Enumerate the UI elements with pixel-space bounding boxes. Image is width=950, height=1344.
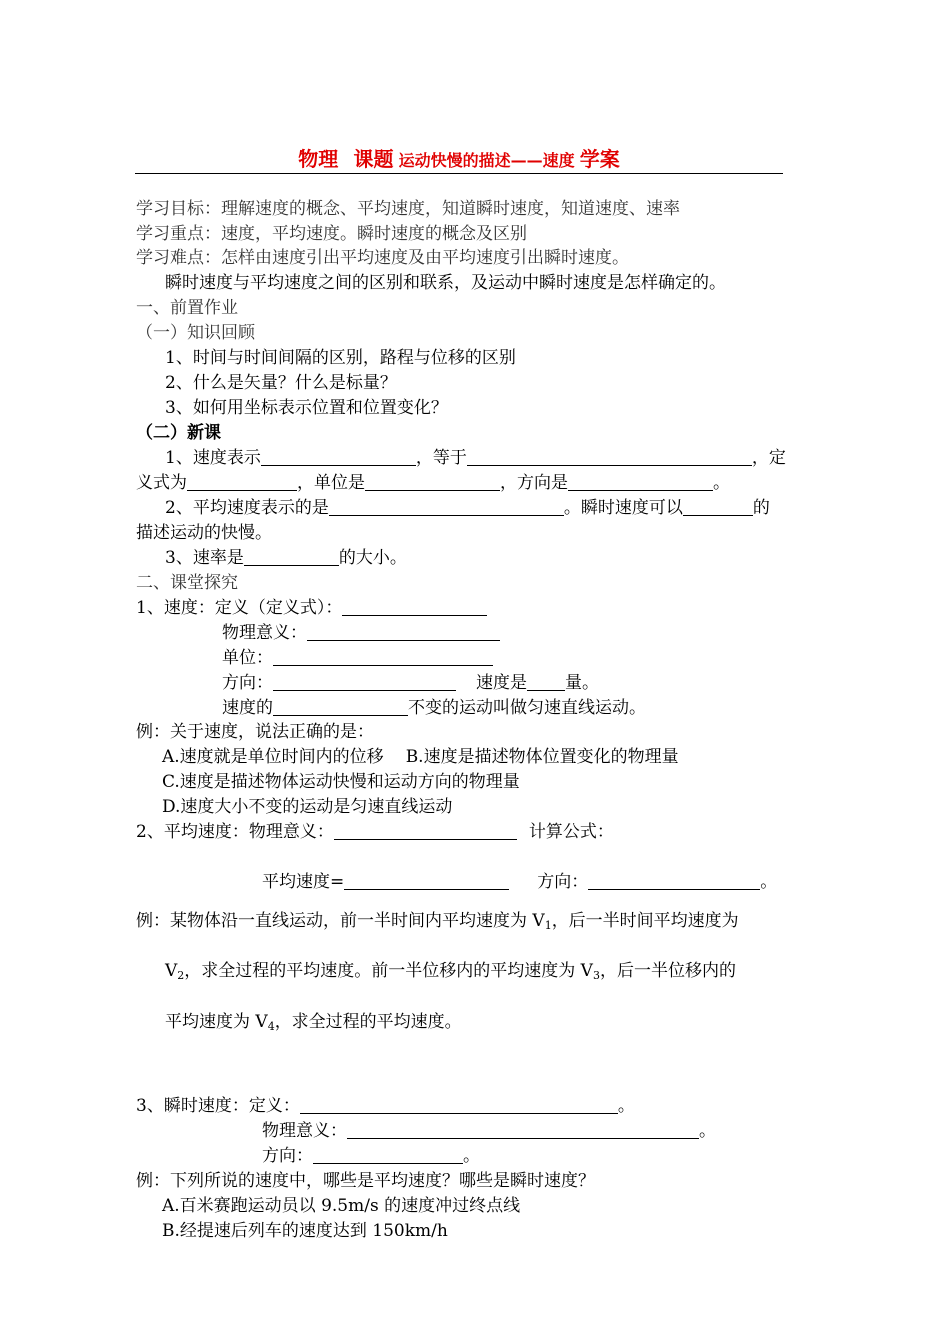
new-item-1-line-2: [136, 472, 730, 494]
example-3-option-b: B.经提速后列车的速度达到 150km/h: [162, 1221, 448, 1241]
blank-velocity-unit[interactable]: [273, 648, 493, 666]
average-direction-label: 方向：: [537, 872, 589, 892]
uniform-motion-row: [222, 697, 646, 719]
new-item-3-text-b: 的大小。: [338, 548, 407, 568]
formula-label: 计算公式：: [528, 822, 614, 842]
example-2-text-2c: ，后一半位移内的: [599, 961, 736, 981]
instant-velocity-row: [136, 1095, 635, 1117]
example-2-text-3b: ，求全过程的平均速度。: [274, 1012, 462, 1032]
instant-meaning-label: 物理意义：: [262, 1121, 347, 1141]
blank-velocity-physical-meaning[interactable]: [307, 623, 500, 641]
velocity-meaning-label: 物理意义：: [222, 623, 307, 643]
title-topic: 运动快慢的描述——速度: [398, 151, 575, 170]
section-1-heading: 一、前置作业: [136, 298, 238, 318]
velocity-definition-label: 1、速度：定义（定义式）：: [136, 598, 343, 618]
example-1-option-b: B.速度是描述物体位置变化的物理量: [405, 747, 679, 767]
uniform-motion-text-a: 速度的: [222, 698, 273, 718]
instant-velocity-label: 3、瞬时速度：定义：: [136, 1096, 300, 1116]
subscript-2: 2: [177, 969, 185, 982]
new-item-1-text-g: 。: [713, 473, 730, 493]
example-2-text-2b: ，求全过程的平均速度。前一半位移内的平均速度为 V: [184, 961, 593, 981]
blank-instant-definition[interactable]: [300, 1096, 618, 1114]
example-2-text-1b: ，后一半时间平均速度为: [551, 911, 739, 931]
new-item-1-text-c: ，定: [751, 448, 786, 468]
blank-velocity-direction[interactable]: [273, 673, 456, 691]
blank-average-formula[interactable]: [344, 872, 509, 890]
instant-direction-label: 方向：: [262, 1146, 313, 1166]
new-item-1-text-b: ，等于: [415, 448, 467, 468]
velocity-unit-label: 单位：: [222, 648, 273, 668]
velocity-direction-label: 方向：: [222, 673, 273, 693]
example-1-question: 例：关于速度，说法正确的是：: [136, 722, 374, 742]
instant-meaning-end: 。: [699, 1121, 716, 1141]
review-question-1: 1、时间与时间间隔的区别，路程与位移的区别: [165, 348, 516, 368]
new-item-3: [165, 547, 407, 569]
new-item-1-text-a: 1、速度表示: [165, 448, 261, 468]
blank-velocity-equals[interactable]: [467, 448, 752, 466]
new-item-2-line-2: 描述运动的快慢。: [136, 523, 272, 543]
example-1-options-ab: [162, 746, 679, 768]
subscript-3: 3: [592, 969, 600, 982]
blank-velocity-meaning[interactable]: [261, 448, 416, 466]
subscript-1: 1: [544, 919, 552, 932]
new-item-1-text-e: ，单位是: [297, 473, 365, 493]
learning-target: 学习目标：理解速度的概念、平均速度，知道瞬时速度，知道速度、速率: [136, 199, 680, 219]
average-velocity-row: [136, 821, 614, 843]
blank-instant-direction[interactable]: [313, 1146, 463, 1164]
new-item-2-text-b: 。瞬时速度可以: [563, 498, 683, 518]
example-2-line-1: [136, 910, 739, 937]
section-1-sub-review: （一）知识回顾: [136, 323, 255, 343]
average-velocity-formula-row: [262, 871, 777, 893]
review-question-2: 2、什么是矢量？什么是标量？: [165, 373, 397, 393]
example-3-question: 例：下列所说的速度中，哪些是平均速度？哪些是瞬时速度？: [136, 1171, 595, 1191]
example-2-text-1a: 例：某物体沿一直线运动，前一半时间内平均速度为 V: [136, 911, 545, 931]
blank-average-direction[interactable]: [588, 872, 760, 890]
example-1-option-c: C.速度是描述物体运动快慢和运动方向的物理量: [162, 772, 520, 792]
blank-vector-scalar[interactable]: [527, 673, 565, 691]
example-3-option-a: A.百米赛跑运动员以 9.5m/s 的速度冲过终点线: [162, 1196, 521, 1216]
average-row-end: 。: [760, 872, 778, 892]
blank-instant-meaning[interactable]: [347, 1121, 699, 1139]
blank-average-velocity[interactable]: [329, 498, 564, 516]
worksheet-title: [135, 143, 783, 174]
example-1-option-a: A.速度就是单位时间内的位移: [162, 747, 384, 767]
blank-instant-velocity[interactable]: [683, 498, 753, 516]
blank-direction[interactable]: [568, 473, 713, 491]
uniform-motion-text-b: 不变的运动叫做匀速直线运动。: [408, 698, 646, 718]
new-item-2-text-c: 的: [752, 498, 770, 518]
new-item-1-line-1: [165, 447, 786, 469]
new-item-3-text-a: 3、速率是: [165, 548, 244, 568]
instant-def-end: 。: [617, 1096, 635, 1116]
blank-unit[interactable]: [365, 473, 500, 491]
instant-direction-row: [262, 1145, 480, 1167]
instant-direction-end: 。: [463, 1146, 480, 1166]
learning-key-points: 学习重点：速度，平均速度。瞬时速度的概念及区别: [136, 224, 527, 244]
blank-definition-formula[interactable]: [187, 473, 297, 491]
velocity-qty-label: 量。: [565, 673, 599, 693]
new-item-1-text-d: 义式为: [136, 473, 187, 493]
blank-uniform-motion[interactable]: [273, 698, 408, 716]
new-item-2-line-1: [165, 497, 770, 519]
blank-velocity-definition[interactable]: [342, 598, 487, 616]
velocity-meaning-row: [222, 622, 500, 644]
example-2-text-3a: 平均速度为 V: [165, 1012, 268, 1032]
example-1-option-d: D.速度大小不变的运动是匀速直线运动: [162, 797, 453, 817]
title-topic-label: 课题: [353, 147, 394, 171]
learning-difficulty-cont: 瞬时速度与平均速度之间的区别和联系，及运动中瞬时速度是怎样确定的。: [165, 273, 726, 293]
title-doc-type: 学案: [579, 147, 620, 171]
example-2-line-3: [165, 1011, 462, 1038]
velocity-unit-row: [222, 647, 493, 669]
title-subject: 物理: [298, 147, 339, 171]
subscript-4: 4: [267, 1020, 275, 1033]
blank-speed[interactable]: [244, 548, 339, 566]
example-2-line-2: [165, 960, 736, 987]
average-velocity-label: 2、平均速度：物理意义：: [136, 822, 334, 842]
review-question-3: 3、如何用坐标表示位置和位置变化？: [165, 398, 448, 418]
learning-difficulty: 学习难点：怎样由速度引出平均速度及由平均速度引出瞬时速度。: [136, 248, 629, 268]
average-velocity-equals: 平均速度=: [262, 872, 345, 892]
velocity-is-label: 速度是: [476, 673, 527, 693]
velocity-direction-row: [222, 672, 599, 694]
instant-meaning-row: [262, 1120, 716, 1142]
section-2-heading: 二、课堂探究: [136, 573, 238, 593]
example-2-text-2a: V: [165, 961, 178, 981]
new-item-1-text-f: ，方向是: [500, 473, 568, 493]
new-item-2-text-a: 2、平均速度表示的是: [165, 498, 329, 518]
blank-average-meaning[interactable]: [334, 822, 517, 840]
velocity-definition-row: [136, 597, 487, 619]
section-1-sub-new: （二）新课: [136, 423, 221, 443]
